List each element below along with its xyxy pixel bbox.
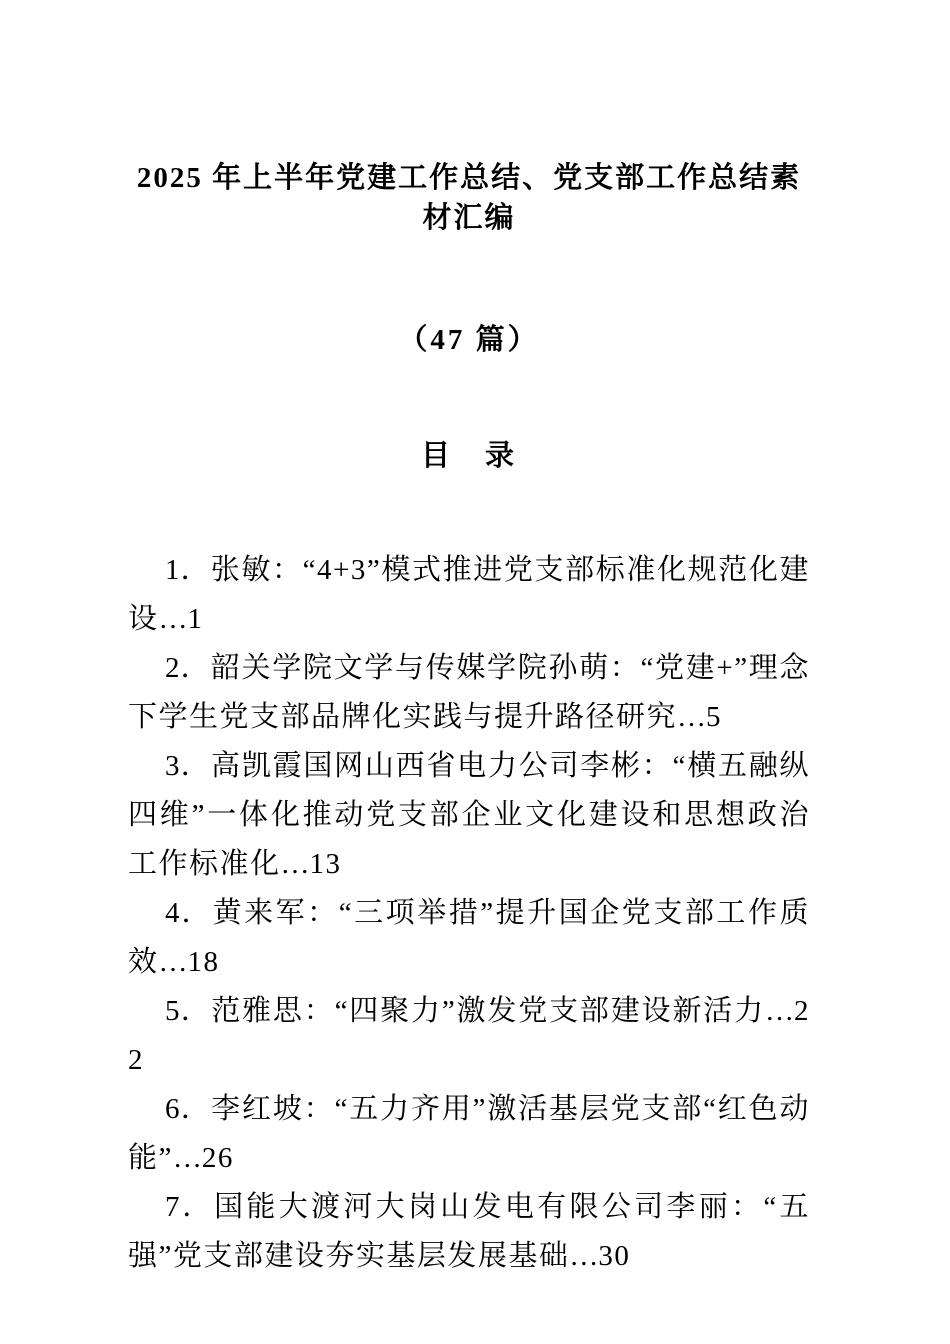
toc-entry-2 [128,644,810,742]
toc-entry-2-title: 韶关学院文学与传媒学院孙萌：“党建+”理念下学生党支部品牌化实践与提升路径研究 [128,652,810,733]
toc-entry-4-leader-dots: … [158,946,188,978]
toc-entry-6-page-number: 26 [201,1142,234,1174]
toc-entry-1-page-number: 1 [187,603,204,635]
toc-entry-7-number: 7． [165,1191,215,1223]
toc-entry-1-leader-dots: … [158,603,188,635]
toc-entry-6-number: 6． [165,1093,212,1125]
toc-entry-4-title: 黄来军：“三项举措”提升国企党支部工作质效 [128,897,810,978]
toc-entry-4 [128,889,810,987]
toc-entry-6 [128,1085,810,1183]
toc-entry-5-leader-dots: … [765,995,794,1027]
toc-entry-4-number: 4． [165,897,213,929]
toc-entry-7-page-number: 30 [598,1240,631,1272]
toc-heading: 目 录 [420,440,517,472]
toc-entry-1-title: 张敏：“4+3”模式推进党支部标准化规范化建设 [128,554,810,635]
toc-entry-5-number: 5． [165,995,212,1027]
toc-entry-3-leader-dots: … [280,848,310,880]
document-subtitle: （47 篇） [398,324,540,356]
toc-entry-5 [128,987,810,1085]
toc-entry-6-title: 李红坡：“五力齐用”激活基层党支部“红色动能” [128,1093,810,1174]
toc-entry-2-number: 2． [165,652,211,684]
toc-entry-2-page-number: 5 [706,701,723,733]
toc-entry-5-page-number: 22 [128,995,810,1076]
document-title: 2025 年上半年党建工作总结、党支部工作总结素材汇编 [136,162,802,234]
toc-entry-1 [128,546,810,644]
toc-entry-3-title: 高凯霞国网山西省电力公司李彬：“横五融纵四维”一体化推动党支部企业文化建设和思想政治工作标准化 [128,750,810,880]
toc-entry-7 [128,1183,810,1281]
toc-entry-1-number: 1． [165,554,211,586]
toc-entry-3-page-number: 13 [309,848,342,880]
toc-entry-3-number: 3． [165,750,212,782]
toc-entry-7-leader-dots: … [569,1240,599,1272]
toc-entry-4-page-number: 18 [187,946,220,978]
toc-entry-3 [128,742,810,889]
toc-entry-2-leader-dots: … [677,701,707,733]
toc-list [128,546,810,1281]
toc-entry-5-title: 范雅思：“四聚力”激发党支部建设新活力 [211,995,765,1027]
toc-entry-6-leader-dots: … [172,1142,202,1174]
toc-entry-7-title: 国能大渡河大岗山发电有限公司李丽：“五强”党支部建设夯实基层发展基础 [128,1191,810,1272]
